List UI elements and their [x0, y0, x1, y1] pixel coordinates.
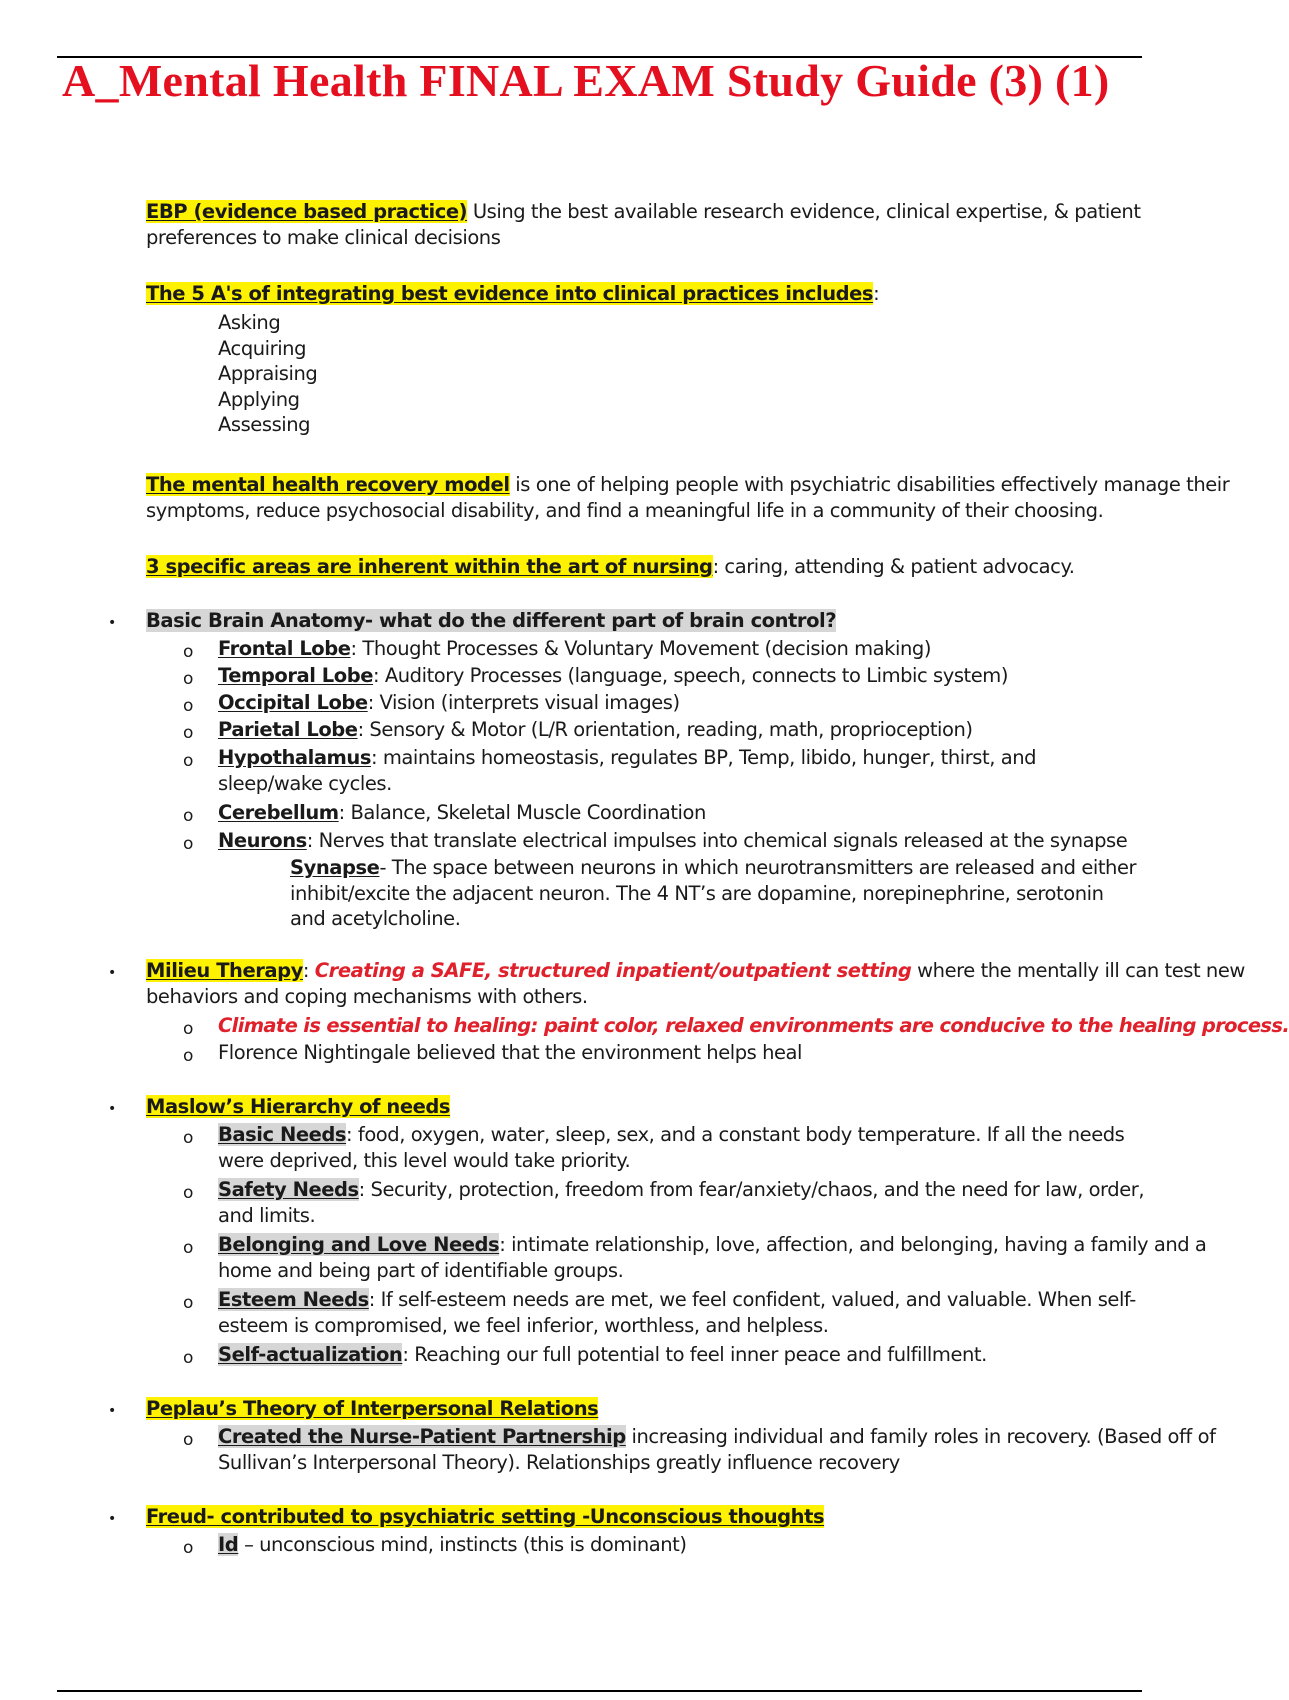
maslow-heading-text: Maslow’s Hierarchy of needs	[146, 1095, 451, 1118]
sub-marker: o	[183, 1128, 194, 1148]
maslow-item	[218, 1287, 1148, 1338]
milieu-colon: :	[302, 959, 310, 982]
milieu-sub-text: Climate is essential to healing: paint color, relaxed environments are conducive to the healing process.	[218, 1014, 1289, 1037]
brain-item-term: Hypothalamus	[218, 746, 371, 769]
ebp-line1: Using the best available research evidence, clinical expertise, & patient	[467, 200, 1141, 223]
maslow-heading	[146, 1094, 450, 1120]
brain-item-text: : Balance, Skeletal Muscle Coordination	[338, 801, 706, 824]
peplau-heading	[146, 1396, 598, 1422]
brain-item-term: Cerebellum	[218, 801, 339, 824]
brain-item-text-cont: sleep/wake cycles.	[218, 771, 392, 795]
sub-marker: o	[183, 1183, 194, 1203]
freud-term: Id	[218, 1533, 239, 1556]
five-as-item: Assessing	[218, 413, 311, 436]
brain-item	[218, 800, 706, 826]
peplau-item	[218, 1424, 1216, 1475]
ebp-paragraph	[146, 199, 1156, 250]
maslow-item-text: : food, oxygen, water, sleep, sex, and a constant body temperature. If all the needs	[346, 1123, 1125, 1146]
five-as-colon: :	[873, 282, 880, 305]
brain-heading-text: Basic Brain Anatomy- what do the different part of brain control?	[146, 609, 837, 632]
freud-item	[218, 1532, 687, 1558]
brain-item	[218, 745, 1148, 796]
sub-marker: o	[183, 1238, 194, 1258]
five-as-item: Applying	[218, 387, 300, 411]
maslow-item-term: Esteem Needs	[218, 1288, 369, 1311]
brain-item	[218, 636, 931, 662]
nursing-paragraph	[146, 554, 1075, 580]
ebp-term: EBP (evidence based practice)	[146, 200, 468, 223]
milieu-sub-item	[218, 1013, 1289, 1039]
sub-marker: o	[183, 751, 194, 771]
maslow-item-text: : If self-esteem needs are met, we feel confident, valued, and valuable. When self-	[368, 1288, 1136, 1311]
milieu-line1: where the mentally ill can test new	[911, 959, 1245, 982]
bullet-marker: •	[108, 615, 117, 631]
peplau-line2: Sullivan’s Interpersonal Theory). Relationships greatly influence recovery	[218, 1450, 900, 1474]
maslow-item	[218, 1232, 1207, 1283]
bullet-marker: •	[108, 1511, 117, 1527]
maslow-item-text-cont: esteem is compromised, we feel inferior, worthless, and helpless.	[218, 1313, 829, 1337]
maslow-item-term: Belonging and Love Needs	[218, 1233, 500, 1256]
brain-item-text: : Vision (interprets visual images)	[367, 691, 680, 714]
brain-item-text: : Sensory & Motor (L/R orientation, reading, math, proprioception)	[357, 718, 973, 741]
brain-item	[218, 717, 973, 743]
brain-item-text: : Nerves that translate electrical impulses into chemical signals released at the synapse	[306, 829, 1128, 852]
maslow-item-term: Safety Needs	[218, 1178, 359, 1201]
synapse-line2: inhibit/excite the adjacent neuron. The 4 NT’s are dopamine, norepinephrine, serotonin	[290, 881, 1104, 905]
synapse-term: Synapse	[290, 856, 380, 879]
maslow-item-text: : Reaching our full potential to feel inner peace and fulfillment.	[402, 1343, 987, 1366]
synapse-line3: and acetylcholine.	[290, 907, 461, 930]
nursing-colon: :	[712, 555, 719, 578]
brain-item	[218, 828, 1127, 854]
five-as-heading: The 5 A's of integrating best evidence into clinical practices includes	[146, 282, 874, 305]
brain-item-term: Temporal Lobe	[218, 664, 374, 687]
brain-item-text: : maintains homeostasis, regulates BP, Temp, libido, hunger, thirst, and	[371, 746, 1037, 769]
maslow-item-text: : intimate relationship, love, affection, and belonging, having a family and a	[499, 1233, 1207, 1256]
freud-heading-text: Freud- contributed to psychiatric setting -Unconscious thoughts	[146, 1505, 825, 1528]
brain-item-text: : Thought Processes & Voluntary Movement (decision making)	[350, 637, 931, 660]
peplau-term: Created the Nurse-Patient Partnership	[218, 1425, 626, 1448]
maslow-item-text-cont: and limits.	[218, 1203, 316, 1227]
synapse-line1: - The space between neurons in which neurotransmitters are released and either	[379, 856, 1137, 879]
recovery-line1: is one of helping people with psychiatric disabilities effectively manage their	[509, 473, 1230, 496]
sub-marker: o	[183, 806, 194, 826]
milieu-term: Milieu Therapy	[146, 959, 303, 982]
sub-marker: o	[183, 1019, 194, 1039]
bullet-marker: •	[108, 1403, 117, 1419]
peplau-line1: increasing individual and family roles in recovery. (Based off of	[625, 1425, 1216, 1448]
maslow-item-term: Basic Needs	[218, 1123, 347, 1146]
sub-marker: o	[183, 1538, 194, 1558]
bottom-rule	[57, 1690, 1142, 1692]
nursing-term: 3 specific areas are inherent within the art of nursing	[146, 555, 713, 578]
brain-item-term: Neurons	[218, 829, 307, 852]
brain-item-text: : Auditory Processes (language, speech, connects to Limbic system)	[373, 664, 1009, 687]
synapse-paragraph	[290, 855, 1140, 932]
bullet-marker: •	[108, 1101, 117, 1117]
five-as-item: Asking	[218, 311, 281, 334]
brain-item	[218, 663, 1008, 689]
maslow-item	[218, 1342, 987, 1368]
brain-item-term: Occipital Lobe	[218, 691, 368, 714]
maslow-item-term: Self-actualization	[218, 1343, 403, 1366]
sub-marker: o	[183, 723, 194, 743]
five-as-list	[218, 310, 317, 438]
sub-marker: o	[183, 1430, 194, 1450]
maslow-item	[218, 1122, 1148, 1173]
recovery-term: The mental health recovery model	[146, 473, 510, 496]
milieu-line2: behaviors and coping mechanisms with others.	[146, 984, 588, 1008]
peplau-heading-text: Peplau’s Theory of Interpersonal Relations	[146, 1397, 599, 1420]
recovery-line2: symptoms, reduce psychosocial disability, and find a meaningful life in a community of their choosing.	[146, 498, 1104, 522]
sub-marker: o	[183, 834, 194, 854]
nursing-text: caring, attending & patient advocacy.	[718, 555, 1075, 578]
maslow-item-text-cont: were deprived, this level would take priority.	[218, 1148, 631, 1172]
milieu-paragraph	[146, 958, 1245, 1009]
sub-marker: o	[183, 1348, 194, 1368]
sub-marker: o	[183, 669, 194, 689]
ebp-line2: preferences to make clinical decisions	[146, 225, 501, 249]
five-as-item: Appraising	[218, 362, 318, 385]
milieu-red-text: Creating a SAFE, structured inpatient/outpatient setting	[314, 959, 912, 982]
document-title: A_Mental Health FINAL EXAM Study Guide (3) (1)	[62, 55, 1110, 106]
sub-marker: o	[183, 642, 194, 662]
bullet-marker: •	[108, 965, 117, 981]
freud-text: – unconscious mind, instincts (this is dominant)	[238, 1533, 687, 1556]
milieu-sub-text: Florence Nightingale believed that the environment helps heal	[218, 1041, 803, 1064]
maslow-item-text-cont: home and being part of identifiable groups.	[218, 1258, 624, 1282]
recovery-paragraph	[146, 472, 1230, 523]
brain-item	[218, 690, 680, 716]
sub-marker: o	[183, 1046, 194, 1066]
brain-item-term: Parietal Lobe	[218, 718, 358, 741]
brain-item-term: Frontal Lobe	[218, 637, 351, 660]
maslow-item	[218, 1177, 1148, 1228]
five-as-item: Acquiring	[218, 336, 306, 360]
five-as-heading-row	[146, 281, 1146, 307]
brain-heading	[146, 608, 836, 634]
sub-marker: o	[183, 1293, 194, 1313]
maslow-item-text: : Security, protection, freedom from fear/anxiety/chaos, and the need for law, order,	[358, 1178, 1145, 1201]
freud-heading	[146, 1504, 824, 1530]
sub-marker: o	[183, 696, 194, 716]
milieu-sub-item	[218, 1040, 802, 1066]
